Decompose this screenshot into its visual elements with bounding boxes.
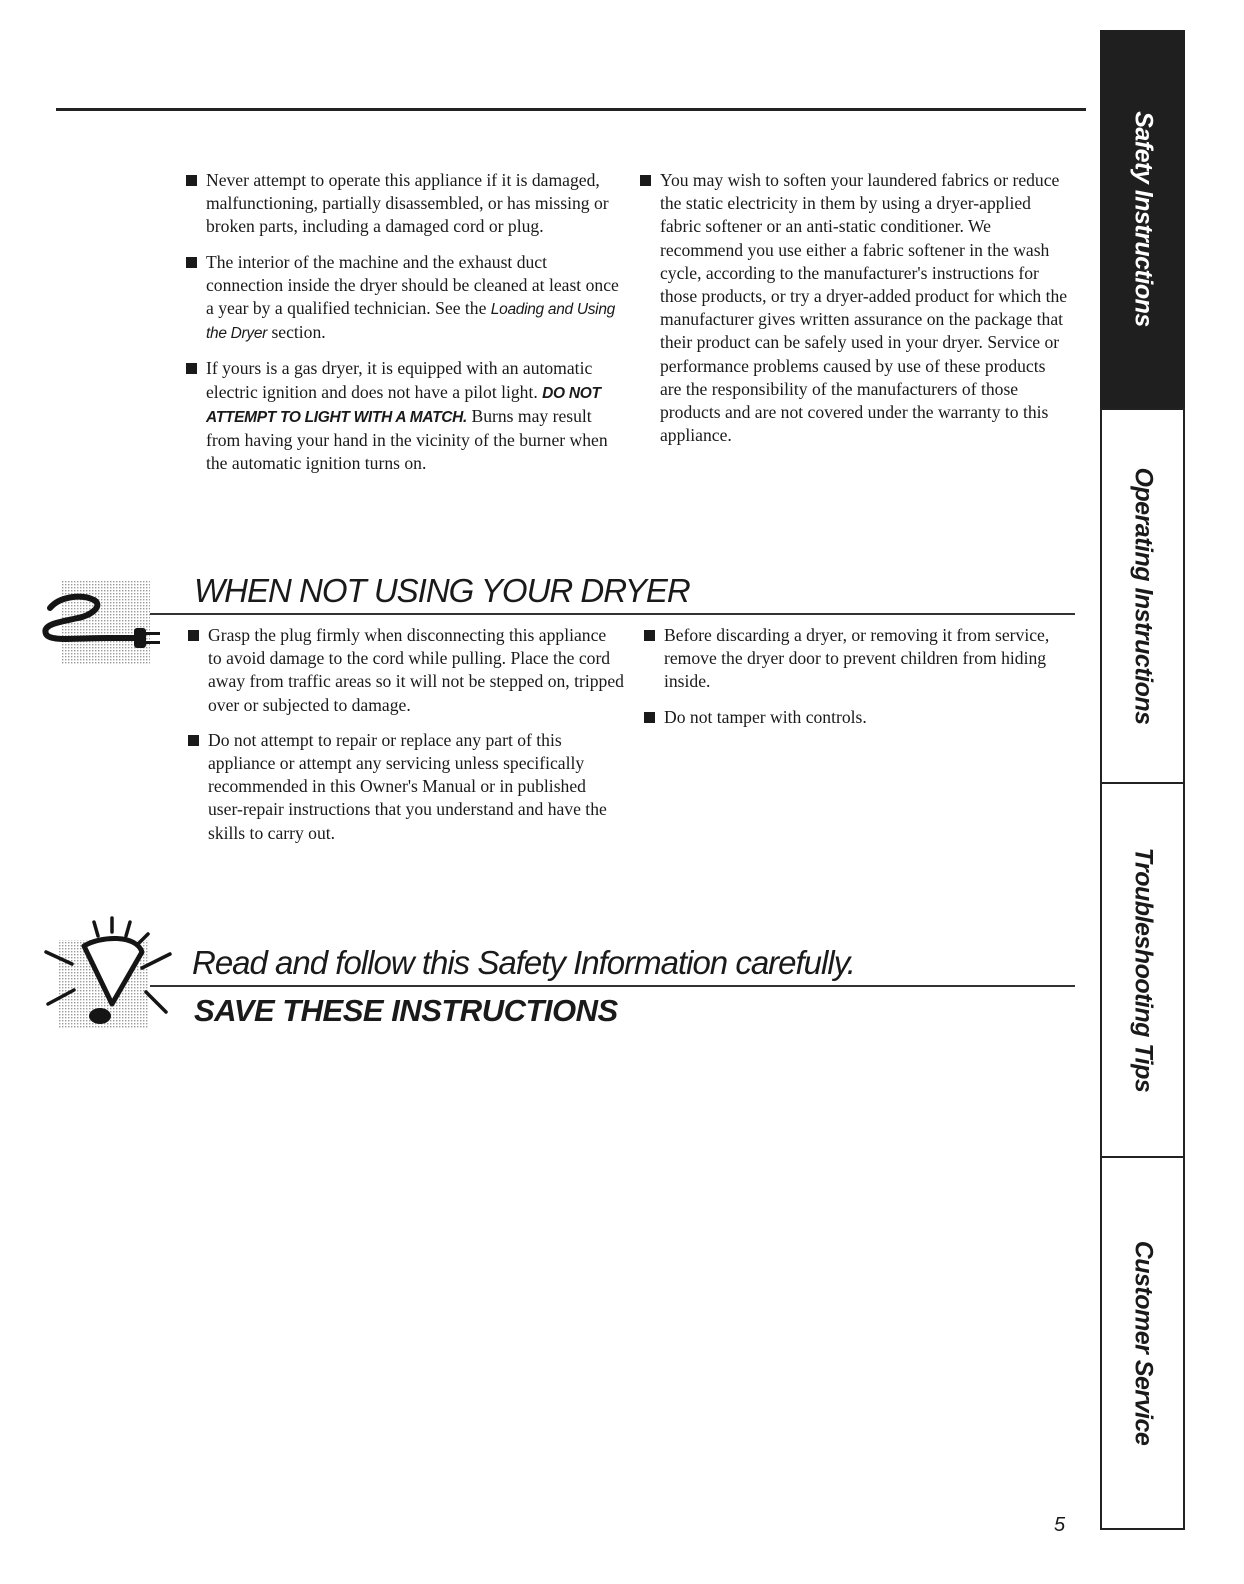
bullet-square-icon [188, 630, 199, 641]
bullet-square-icon [644, 712, 655, 723]
top-rule [56, 108, 1086, 111]
item-text: Burns may result from having your hand in the vicinity of the burner when the automatic ignition turns on. [206, 405, 608, 474]
general-left-column [184, 169, 624, 487]
item-text: Before discarding a dryer, or removing it from service, remove the dryer door to prevent children from hiding inside. [664, 625, 1050, 692]
item-text: Grasp the plug firmly when disconnecting this appliance to avoid damage to the cord while pulling. Place the cord away from traffic areas so it will not be stepped on, tripped over or subjected to damage. [208, 625, 624, 715]
tab-troubleshooting-tips[interactable] [1100, 782, 1185, 1158]
section-tabs-sidebar [1100, 30, 1185, 1530]
general-right-column [638, 169, 1070, 459]
tab-label: Troubleshooting Tips [1129, 847, 1157, 1093]
tab-safety-instructions[interactable] [1100, 30, 1185, 408]
list-item [642, 624, 1072, 694]
list-item [184, 169, 624, 239]
bullet-square-icon [640, 175, 651, 186]
list-item [642, 706, 1072, 729]
tab-operating-instructions[interactable] [1100, 408, 1185, 784]
item-text: section. [267, 322, 326, 343]
list-item [638, 169, 1070, 447]
tab-label: Operating Instructions [1129, 467, 1157, 725]
exclamation-warning-icon [38, 912, 180, 1030]
when-not-using-left-column [186, 624, 624, 857]
list-item [184, 357, 624, 475]
section-reference: Loading and Using the Dryer [206, 301, 615, 343]
power-cord-plug-icon [38, 578, 170, 666]
item-text: You may wish to soften your laundered fabrics or reduce the static electricity in them by using a dryer-applied fabric softener or an anti-static conditioner. We recommend you use either a fabric softener in the wash cycle, according to the manufacturer's instructions for those products, or try a dryer-added product for which the manufacturer gives written assurance on the package that their product can be safely used in your dryer. Service or performance problems caused by use of these products are the responsibility of the manufacturers of those products and are not covered under the warranty to this appliance. [660, 170, 1068, 446]
item-text: Do not attempt to repair or replace any part of this appliance or attempt any servicing unless specifically recommended in this Owner's Manual or in published user-repair instructions that you understand and have the skills to carry out. [208, 729, 607, 843]
save-instructions-heading: SAVE THESE INSTRUCTIONS [194, 993, 618, 1028]
bullet-square-icon [186, 363, 197, 374]
list-item [186, 729, 624, 845]
section-rule [150, 613, 1075, 615]
bullet-square-icon [186, 175, 197, 186]
read-follow-heading: Read and follow this Safety Information carefully. [192, 944, 855, 981]
bullet-square-icon [644, 630, 655, 641]
list-item [184, 251, 624, 346]
item-text: If yours is a gas dryer, it is equipped with an automatic electric ignition and does not have a pilot light. [206, 358, 593, 402]
bullet-square-icon [186, 257, 197, 268]
bullet-square-icon [188, 735, 199, 746]
section-title: WHEN NOT USING YOUR DRYER [194, 572, 690, 609]
item-text: Do not tamper with controls. [664, 706, 867, 727]
tab-label: Safety Instructions [1129, 111, 1157, 327]
item-text: The interior of the machine and the exhaust duct connection inside the dryer should be cleaned at least once a year by a qualified technician. See the [206, 251, 619, 319]
section-rule [150, 985, 1075, 987]
item-text: Never attempt to operate this appliance if it is damaged, malfunctioning, partially disassembled, or has missing or broken parts, including a damaged cord or plug. [206, 170, 609, 237]
list-item [186, 624, 624, 717]
tab-label: Customer Service [1129, 1240, 1157, 1446]
when-not-using-right-column [642, 624, 1072, 741]
warning-text: DO NOT ATTEMPT TO LIGHT WITH A MATCH. [206, 384, 601, 426]
tab-customer-service[interactable] [1100, 1156, 1185, 1530]
page-number: 5 [1054, 1514, 1066, 1536]
